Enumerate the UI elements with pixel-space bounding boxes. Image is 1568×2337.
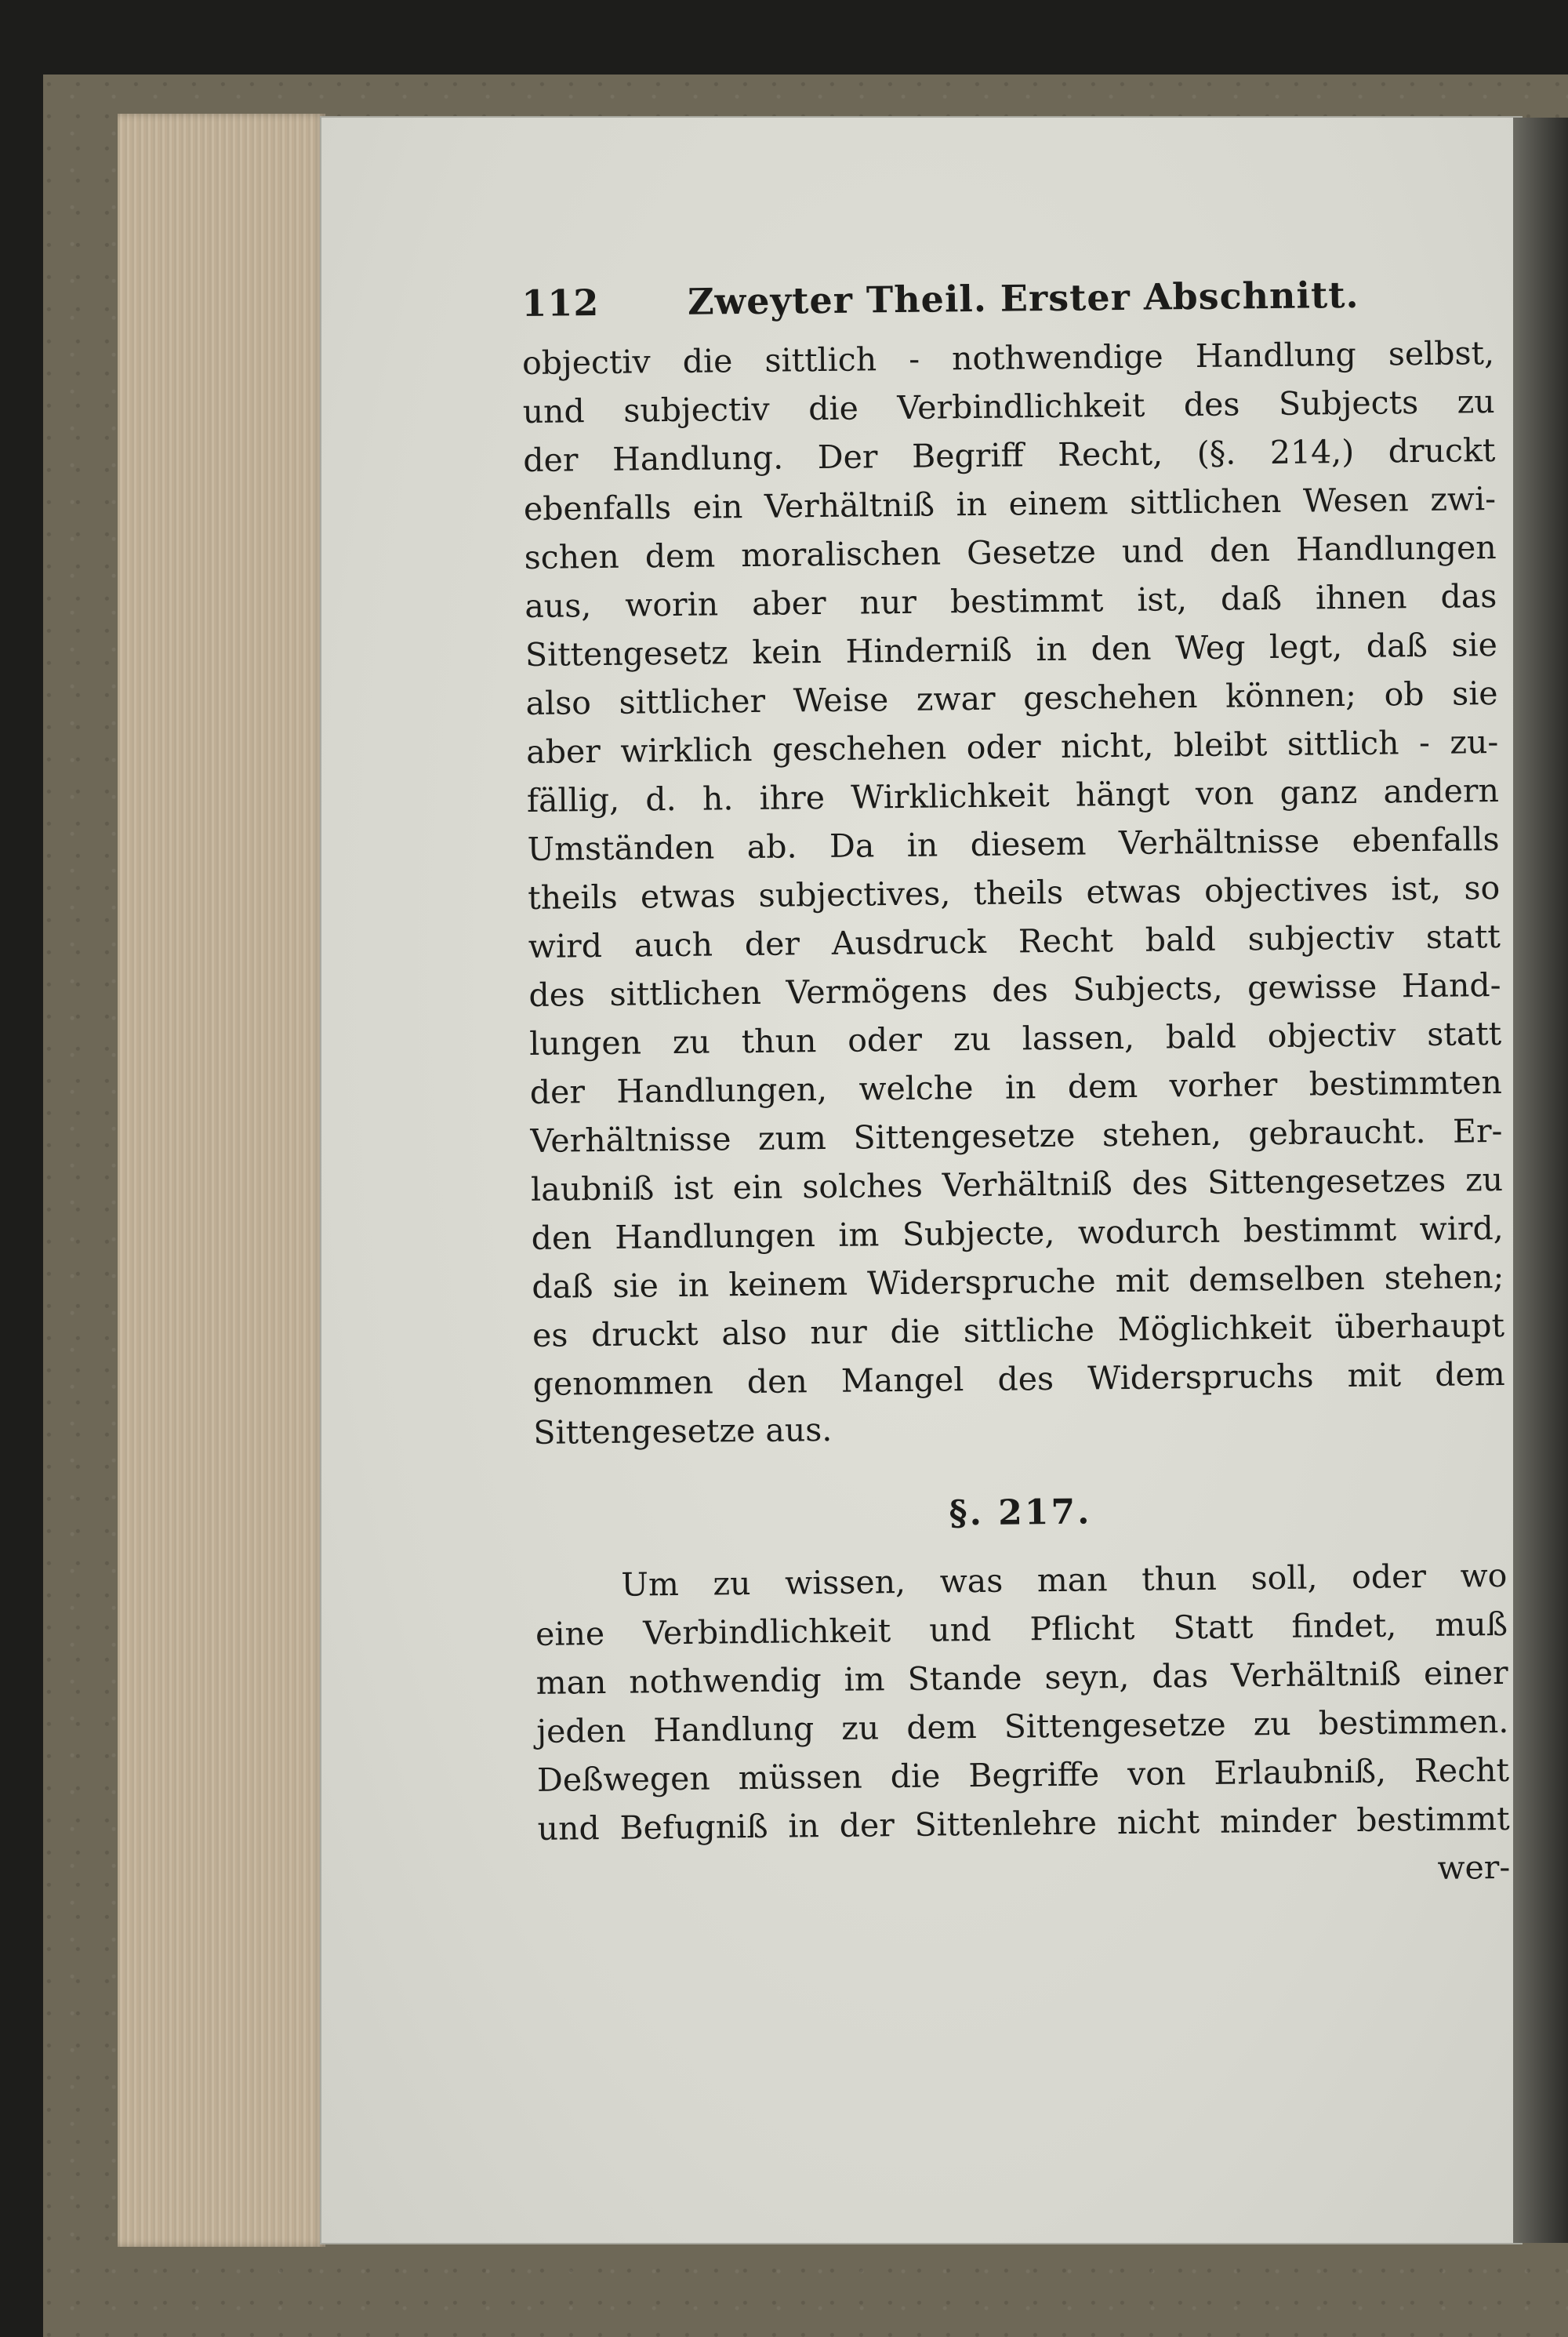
text-line: genommen den Mangel des Widerspruchs mit dem — [532, 1354, 1505, 1403]
text-line: objectiv die sittlich - nothwendige Handlung selbst, — [521, 334, 1495, 382]
text-line: Um zu wissen, was man thun soll, oder wo — [621, 1556, 1508, 1604]
page-gutter-shadow — [1513, 118, 1568, 2243]
text-line: also sittlicher Weise zwar geschehen können; ob sie — [525, 674, 1498, 722]
text-line: Deßwegen müssen die Begriffe von Erlaubniß, Recht — [536, 1750, 1510, 1799]
text-line: wird auch der Ausdruck Recht bald subjectiv statt — [528, 917, 1501, 965]
text-line: Sittengesetz kein Hinderniß in den Weg legt, daß sie — [524, 625, 1498, 674]
text-line: schen dem moralischen Gesetze und den Handlungen — [524, 528, 1497, 576]
text-line: Verhältnisse zum Sittengesetze stehen, gebraucht. Er- — [530, 1111, 1503, 1160]
text-line: lungen zu thun oder zu lassen, bald objectiv statt — [528, 1014, 1502, 1063]
section-heading: §. 217. — [949, 1492, 1092, 1534]
paragraph-1 — [522, 329, 1506, 1457]
text-line: es druckt also nur die sittliche Möglichkeit überhaupt — [532, 1306, 1505, 1354]
page-text — [521, 272, 1511, 1902]
text-line: und subjectiv die Verbindlichkeit des Subjects zu — [522, 383, 1495, 431]
text-line: laubniß ist ein solches Verhältniß des Sittengesetzes zu — [530, 1160, 1504, 1208]
paragraph-2 — [535, 1551, 1510, 1853]
running-title: Zweyter Theil. Erster Abschnitt. — [687, 273, 1359, 323]
text-line: des sittlichen Vermögens des Subjects, gewisse Hand- — [528, 965, 1501, 1014]
text-line: theils etwas subjectives, theils etwas objectives ist, so — [527, 868, 1501, 917]
page-number: 112 — [521, 281, 600, 325]
text-line: eine Verbindlichkeit und Pflicht Statt findet, muß — [535, 1605, 1508, 1653]
text-line: der Handlung. Der Begriff Recht, (§. 214,) druckt — [523, 431, 1496, 479]
text-line: daß sie in keinem Widerspruche mit demselben stehen; — [532, 1257, 1504, 1306]
text-line: der Handlungen, welche in dem vorher bestimmten — [529, 1063, 1503, 1111]
running-header — [521, 272, 1494, 325]
text-line: aber wirklich geschehen oder nicht, bleibt sittlich - zu- — [526, 722, 1499, 771]
text-line: und Befugniß in der Sittenlehre nicht minder bestimmt — [537, 1799, 1510, 1848]
text-line: den Handlungen im Subjecte, wodurch bestimmt wird, — [531, 1208, 1504, 1257]
page-edges — [118, 114, 325, 2247]
text-line: jeden Handlung zu dem Sittengesetze zu bestimmen. — [536, 1702, 1509, 1750]
text-line: man nothwendig im Stande seyn, das Verhältniß einer — [535, 1653, 1508, 1702]
text-line: Umständen ab. Da in diesem Verhältnisse ebenfalls — [527, 820, 1500, 868]
text-line: fällig, d. h. ihre Wirklichkeit hängt von ganz andern — [526, 771, 1500, 820]
text-line: ebenfalls ein Verhältniß in einem sittlichen Wesen zwi- — [523, 480, 1497, 528]
text-line: aus, worin aber nur bestimmt ist, daß ihnen das — [524, 576, 1497, 625]
text-line: Sittengesetze aus. — [533, 1410, 833, 1452]
catchword: wer- — [1437, 1848, 1511, 1887]
